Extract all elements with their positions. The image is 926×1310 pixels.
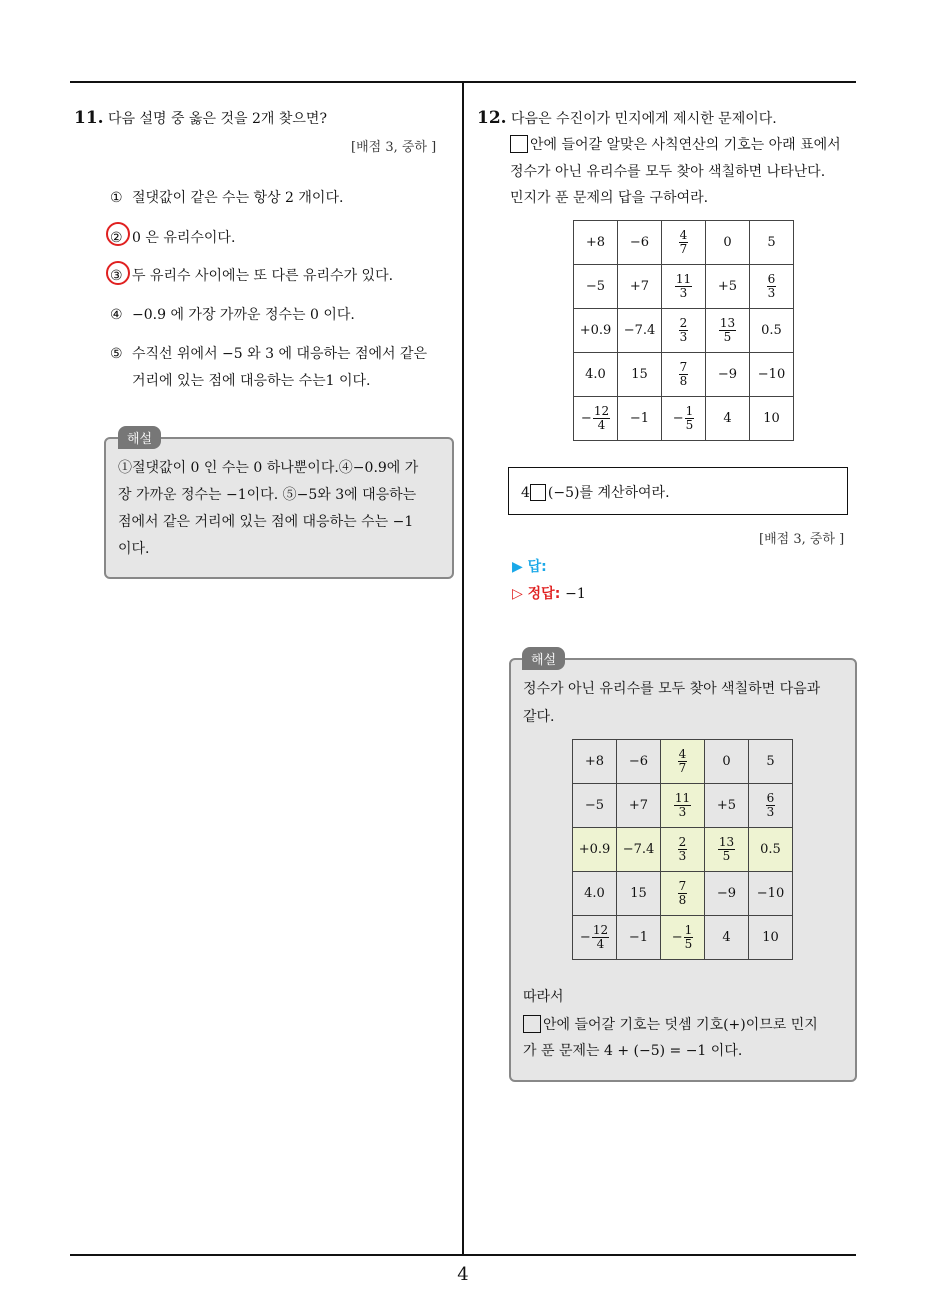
table-cell: 15: [617, 872, 661, 916]
table-cell: −1: [618, 397, 662, 441]
table-row: [573, 740, 793, 784]
numerator: 7: [678, 879, 687, 893]
fraction: [592, 924, 609, 951]
table-cell: −10: [749, 872, 793, 916]
table-cell: −6: [617, 740, 661, 784]
q12-question-line2-text: 안에 들어갈 알맞은 사칙연산의 기호는 아래 표에서: [530, 137, 841, 153]
table-cell: +8: [573, 740, 617, 784]
table-cell: [662, 397, 706, 441]
denominator: 3: [767, 286, 776, 300]
q11-meta: [배점 3, 중하 ]: [351, 140, 437, 155]
q12-title: [477, 108, 777, 128]
table-cell: [661, 872, 705, 916]
numerator: 2: [678, 835, 687, 849]
table-cell: [662, 221, 706, 265]
explanation-line: 점에서 같은 거리에 있는 점에 대응하는 수는 −1: [118, 514, 414, 530]
q11-option-5-cont: 거리에 있는 점에 대응하는 수는1 이다.: [132, 373, 371, 389]
numerator: 12: [593, 404, 610, 418]
q11-question: 다음 설명 중 옳은 것을 2개 찾으면?: [108, 111, 327, 127]
numerator: 11: [674, 791, 691, 805]
q11-option-5[interactable]: [110, 343, 427, 363]
table-cell: 10: [750, 397, 794, 441]
table-row: [573, 828, 793, 872]
q12-explanation-tag: 해설: [522, 647, 565, 670]
explanation-line: 이다.: [118, 541, 150, 557]
table-cell: −9: [705, 872, 749, 916]
table-cell: [662, 353, 706, 397]
sign: −: [579, 930, 591, 945]
bottom-rule: [70, 1254, 856, 1256]
fraction: [719, 317, 736, 344]
denominator: 5: [685, 418, 694, 432]
numerator: 4: [678, 747, 687, 761]
table-cell: −10: [750, 353, 794, 397]
sign: −: [671, 930, 683, 945]
option-5-text: 수직선 위에서 −5 와 3 에 대응하는 점에서 같은: [132, 346, 428, 362]
table-cell: 0: [705, 740, 749, 784]
table-cell: 10: [749, 916, 793, 960]
fraction: [679, 317, 689, 344]
numerator: 13: [719, 316, 736, 330]
denominator: 5: [684, 937, 693, 951]
blank-box-icon: [530, 484, 546, 501]
fraction: [678, 880, 688, 907]
q12-problem-box: [508, 467, 848, 515]
q12-expl-after1: 따라서: [523, 989, 564, 1005]
answer-label: ▶ 답:: [512, 559, 547, 575]
denominator: 4: [597, 418, 606, 432]
table-cell: −1: [617, 916, 661, 960]
fraction: [684, 924, 694, 951]
correct-answer: [512, 583, 586, 603]
table-cell: 15: [618, 353, 662, 397]
denominator: 3: [766, 805, 775, 819]
table-row: [573, 872, 793, 916]
fraction: [679, 229, 689, 256]
table-row: [574, 309, 794, 353]
table-row: [574, 353, 794, 397]
option-2-mark: ②: [110, 230, 123, 246]
fraction: [675, 273, 692, 300]
table-cell: [662, 265, 706, 309]
q12-question-line4: 민지가 푼 문제의 답을 구하여라.: [510, 190, 709, 206]
fraction: [674, 792, 691, 819]
calc-rest: (−5)를 계산하여라.: [547, 485, 670, 501]
table-cell: +7: [618, 265, 662, 309]
q12-meta: [배점 3, 중하 ]: [759, 532, 845, 547]
option-3-text: 두 유리수 사이에는 또 다른 유리수가 있다.: [132, 268, 394, 284]
numerator: 6: [766, 791, 775, 805]
table-cell: [661, 784, 705, 828]
table-cell: [661, 916, 705, 960]
denominator: 7: [679, 242, 688, 256]
fraction: [593, 405, 610, 432]
denominator: 3: [679, 286, 688, 300]
q12-highlighted-table: [572, 739, 793, 960]
numerator: 4: [679, 228, 688, 242]
q12-expl-after3: 가 푼 문제는 4 + (−5) = −1 이다.: [523, 1043, 743, 1059]
q12-number-table: [573, 220, 794, 441]
table-cell: 4.0: [573, 872, 617, 916]
q11-number: 11.: [74, 108, 104, 128]
fraction: [767, 273, 777, 300]
q11-option-2[interactable]: [110, 227, 235, 247]
blank-box-icon: [523, 1015, 541, 1033]
table-cell: [706, 309, 750, 353]
table-cell: −7.4: [618, 309, 662, 353]
table-cell: [662, 309, 706, 353]
denominator: 7: [678, 761, 687, 775]
table-row: [574, 221, 794, 265]
correct-answer-value: −1: [565, 586, 586, 602]
table-cell: −5: [574, 265, 618, 309]
table-cell: 0.5: [749, 828, 793, 872]
q12-question-line1: 다음은 수진이가 민지에게 제시한 문제이다.: [511, 111, 777, 127]
table-row: [573, 784, 793, 828]
table-cell: [661, 740, 705, 784]
table-cell: −6: [618, 221, 662, 265]
fraction: [679, 361, 689, 388]
q12-expl-after2: [523, 1014, 818, 1034]
denominator: 3: [679, 330, 688, 344]
table-cell: [750, 265, 794, 309]
table-row: [574, 265, 794, 309]
option-2-text: 0 은 유리수이다.: [132, 230, 236, 246]
table-cell: [661, 828, 705, 872]
calc-left-operand: 4: [521, 485, 530, 501]
table-cell: 0: [706, 221, 750, 265]
table-cell: 4.0: [574, 353, 618, 397]
table-cell: [749, 784, 793, 828]
page-number: 4: [457, 1264, 469, 1285]
sign: −: [672, 411, 684, 426]
table-cell: +0.9: [573, 828, 617, 872]
q11-option-3[interactable]: [110, 265, 393, 285]
q11-option-1[interactable]: [110, 187, 343, 207]
numerator: 11: [675, 272, 692, 286]
denominator: 3: [678, 849, 687, 863]
q11-title: [74, 108, 327, 128]
q12-problem-text: [521, 482, 670, 502]
q12-question-line3: 정수가 아닌 유리수를 모두 찾아 색칠하면 나타난다.: [510, 164, 826, 180]
denominator: 3: [678, 805, 687, 819]
denominator: 8: [679, 374, 688, 388]
table-cell: +8: [574, 221, 618, 265]
sign: −: [580, 411, 592, 426]
table-cell: 5: [750, 221, 794, 265]
option-3-mark: ③: [110, 268, 123, 284]
numerator: 12: [592, 923, 609, 937]
fraction: [678, 748, 688, 775]
table-row: [573, 916, 793, 960]
table-cell: 0.5: [750, 309, 794, 353]
table-cell: [705, 828, 749, 872]
table-cell: [574, 397, 618, 441]
explanation-line: ①절댓값이 0 인 수는 0 하나뿐이다.④−0.9에 가: [118, 460, 419, 476]
numerator: 13: [718, 835, 735, 849]
table-cell: −5: [573, 784, 617, 828]
blank-box-icon: [510, 135, 528, 153]
numerator: 7: [679, 360, 688, 374]
table-cell: 4: [706, 397, 750, 441]
fraction: [678, 836, 688, 863]
numerator: 6: [767, 272, 776, 286]
table-cell: +0.9: [574, 309, 618, 353]
q12-expl-intro1: 정수가 아닌 유리수를 모두 찾아 색칠하면 다음과: [523, 681, 821, 697]
fraction: [685, 405, 695, 432]
table-cell: 4: [705, 916, 749, 960]
table-cell: +5: [705, 784, 749, 828]
option-4-text: −0.9 에 가장 가까운 정수는 0 이다.: [132, 307, 355, 323]
option-4-mark: ④: [110, 307, 123, 323]
correct-answer-label: ▷ 정답:: [512, 586, 561, 602]
table-cell: 5: [749, 740, 793, 784]
table-cell: +5: [706, 265, 750, 309]
table-cell: [573, 916, 617, 960]
table-cell: +7: [617, 784, 661, 828]
explanation-line: 장 가까운 정수는 −1이다. ⑤−5와 3에 대응하는: [118, 487, 417, 503]
denominator: 5: [722, 849, 731, 863]
option-1-mark: ①: [110, 190, 123, 206]
denominator: 4: [596, 937, 605, 951]
table-cell: −7.4: [617, 828, 661, 872]
numerator: 1: [685, 404, 694, 418]
q11-explanation-tag: 해설: [118, 426, 161, 449]
column-divider: [462, 82, 464, 1256]
option-5-mark: ⑤: [110, 346, 123, 362]
q11-explanation-box: [104, 437, 454, 579]
numerator: 2: [679, 316, 688, 330]
table-cell: −9: [706, 353, 750, 397]
q12-number: 12.: [477, 108, 507, 128]
q12-expl-intro2: 같다.: [523, 709, 555, 725]
table-row: [574, 397, 794, 441]
denominator: 8: [678, 893, 687, 907]
fraction: [718, 836, 735, 863]
option-1-text: 절댓값이 같은 수는 항상 2 개이다.: [132, 190, 344, 206]
q11-explanation-text: [118, 455, 418, 563]
q11-option-4[interactable]: [110, 304, 355, 324]
denominator: 5: [723, 330, 732, 344]
q12-question-line2: [510, 134, 841, 154]
fraction: [766, 792, 776, 819]
numerator: 1: [684, 923, 693, 937]
q12-expl-after2-text: 안에 들어갈 기호는 덧셈 기호(+)이므로 민지: [543, 1017, 818, 1033]
